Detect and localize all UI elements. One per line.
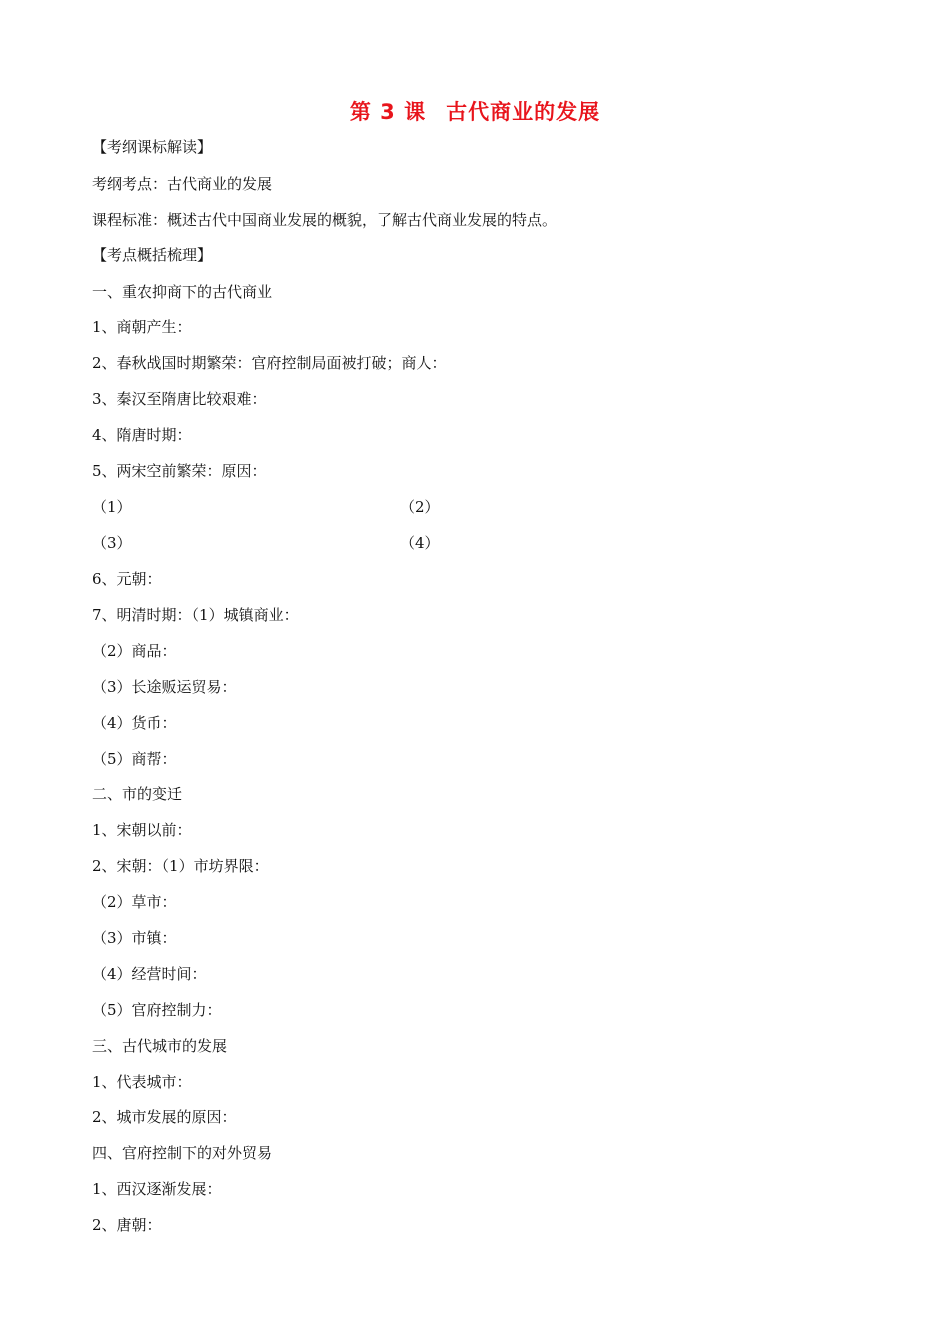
list-item: 2、宋朝：（1）市坊界限： — [92, 857, 269, 875]
sub-item: （2）商品： — [92, 642, 177, 660]
section-heading: 四、官府控制下的对外贸易 — [92, 1144, 273, 1162]
list-item: 4、隋唐时期： — [92, 426, 192, 444]
lesson-number: 第 3 课 — [349, 100, 427, 124]
page-title — [0, 96, 950, 126]
section-heading: 三、古代城市的发展 — [92, 1037, 228, 1055]
sub-item: （3）长途贩运贸易： — [92, 678, 237, 696]
list-item: 5、两宋空前繁荣：原因： — [92, 462, 267, 480]
reason-item: （1） — [92, 498, 132, 516]
sub-item: （5）官府控制力： — [92, 1001, 222, 1019]
section-heading: 二、市的变迁 — [92, 785, 183, 803]
reason-item: （2） — [400, 498, 440, 516]
exam-point: 考纲考点：古代商业的发展 — [92, 175, 273, 193]
sub-item: （4）货币： — [92, 714, 177, 732]
list-item: 1、商朝产生： — [92, 318, 192, 336]
list-item: 1、西汉逐渐发展： — [92, 1180, 222, 1198]
section-heading: 一、重农抑商下的古代商业 — [92, 283, 273, 301]
summary-heading: 【考点概括梳理】 — [92, 246, 213, 264]
reason-row — [92, 533, 440, 553]
sub-item: （5）商帮： — [92, 750, 177, 768]
reason-row — [92, 497, 440, 517]
list-item: 1、代表城市： — [92, 1073, 192, 1091]
syllabus-heading: 【考纲课标解读】 — [92, 138, 213, 156]
list-item: 2、春秋战国时期繁荣：官府控制局面被打破；商人： — [92, 354, 447, 372]
sub-item: （3）市镇： — [92, 929, 177, 947]
list-item: 1、宋朝以前： — [92, 821, 192, 839]
curriculum-standard: 课程标准：概述古代中国商业发展的概貌，了解古代商业发展的特点。 — [92, 211, 558, 229]
lesson-topic: 古代商业的发展 — [446, 100, 601, 124]
sub-item: （2）草市： — [92, 893, 177, 911]
reason-item: （4） — [400, 534, 440, 552]
sub-item: （4）经营时间： — [92, 965, 207, 983]
reason-item: （3） — [92, 534, 132, 552]
list-item: 2、城市发展的原因： — [92, 1108, 237, 1126]
list-item: 7、明清时期：（1）城镇商业： — [92, 606, 299, 624]
list-item: 6、元朝： — [92, 570, 162, 588]
list-item: 3、秦汉至隋唐比较艰难： — [92, 390, 267, 408]
list-item: 2、唐朝： — [92, 1216, 162, 1234]
